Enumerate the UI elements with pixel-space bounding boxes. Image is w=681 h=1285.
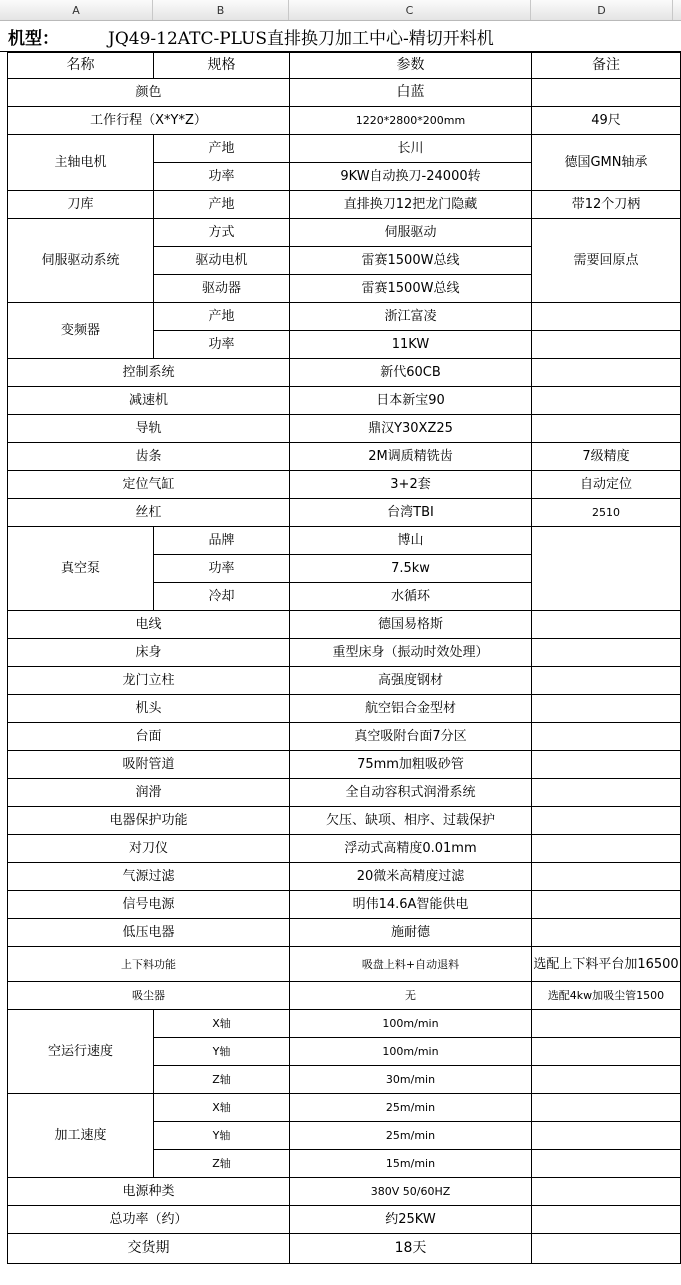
header-name: 名称 <box>8 53 154 79</box>
row-param: 吸盘上料+自动退料 <box>290 947 532 982</box>
row-param: 明伟14.6A智能供电 <box>290 891 532 919</box>
table-row <box>8 359 681 387</box>
row-spec: Z轴 <box>154 1066 290 1094</box>
table-row <box>8 303 681 331</box>
row-spec: 功率 <box>154 331 290 359</box>
row-spec: Y轴 <box>154 1038 290 1066</box>
column-header-c[interactable]: C <box>289 0 531 20</box>
row-param: 伺服驱动 <box>290 219 532 247</box>
row-param: 无 <box>290 982 532 1010</box>
table-row <box>8 387 681 415</box>
row-param: 施耐德 <box>290 919 532 947</box>
row-name: 电源种类 <box>8 1178 290 1206</box>
table-row <box>8 1234 681 1264</box>
row-name: 吸附管道 <box>8 751 290 779</box>
table-row <box>8 947 681 982</box>
row-note <box>532 1206 681 1234</box>
table-row <box>8 191 681 219</box>
row-spec: X轴 <box>154 1094 290 1122</box>
row-param: 雷赛1500W总线 <box>290 247 532 275</box>
row-name: 颜色 <box>8 79 290 107</box>
row-note <box>532 807 681 835</box>
row-param: 高强度钢材 <box>290 667 532 695</box>
row-param: 2M调质精铣齿 <box>290 443 532 471</box>
table-row <box>8 863 681 891</box>
table-row <box>8 527 681 555</box>
row-name: 上下料功能 <box>8 947 290 982</box>
table-row <box>8 891 681 919</box>
row-param: 20微米高精度过滤 <box>290 863 532 891</box>
row-name: 真空泵 <box>8 527 154 611</box>
row-note <box>532 891 681 919</box>
row-name: 气源过滤 <box>8 863 290 891</box>
row-spec: 产地 <box>154 191 290 219</box>
row-param: 浮动式高精度0.01mm <box>290 835 532 863</box>
row-param: 30m/min <box>290 1066 532 1094</box>
row-param: 7.5kw <box>290 555 532 583</box>
header-param: 参数 <box>290 53 532 79</box>
row-note <box>532 1066 681 1094</box>
row-spec: 驱动电机 <box>154 247 290 275</box>
row-param: 9KW自动换刀-24000转 <box>290 163 532 191</box>
row-name: 电器保护功能 <box>8 807 290 835</box>
column-header-b[interactable]: B <box>153 0 289 20</box>
row-param: 380V 50/60HZ <box>290 1178 532 1206</box>
row-note <box>532 863 681 891</box>
row-param: 25m/min <box>290 1122 532 1150</box>
row-name: 机头 <box>8 695 290 723</box>
row-param: 15m/min <box>290 1150 532 1178</box>
row-param: 100m/min <box>290 1038 532 1066</box>
model-value: JQ49-12ATC-PLUS直排换刀加工中心-精切开料机 <box>108 28 494 49</box>
row-note <box>532 667 681 695</box>
column-header-d[interactable]: D <box>531 0 673 20</box>
row-note <box>532 723 681 751</box>
row-name: 齿条 <box>8 443 290 471</box>
row-spec: Y轴 <box>154 1122 290 1150</box>
table-row <box>8 1010 681 1038</box>
row-param: 重型床身（振动时效处理） <box>290 639 532 667</box>
row-note <box>532 387 681 415</box>
row-note: 选配4kw加吸尘管1500 <box>532 982 681 1010</box>
row-note: 带12个刀柄 <box>532 191 681 219</box>
row-name: 控制系统 <box>8 359 290 387</box>
row-name: 变频器 <box>8 303 154 359</box>
table-row <box>8 1094 681 1122</box>
table-row <box>8 835 681 863</box>
row-spec: 冷却 <box>154 583 290 611</box>
row-name: 定位气缸 <box>8 471 290 499</box>
header-note: 备注 <box>532 53 681 79</box>
row-name: 台面 <box>8 723 290 751</box>
row-note: 7级精度 <box>532 443 681 471</box>
row-note: 2510 <box>532 499 681 527</box>
row-param: 水循环 <box>290 583 532 611</box>
model-label: 机型： <box>8 28 59 49</box>
row-param: 航空铝合金型材 <box>290 695 532 723</box>
table-row <box>8 135 681 163</box>
row-name: 主轴电机 <box>8 135 154 191</box>
row-name: 加工速度 <box>8 1094 154 1178</box>
table-row <box>8 751 681 779</box>
row-name: 丝杠 <box>8 499 290 527</box>
row-param: 11KW <box>290 331 532 359</box>
table-row <box>8 695 681 723</box>
row-name: 总功率（约） <box>8 1206 290 1234</box>
row-note <box>532 1038 681 1066</box>
column-header-bar <box>0 0 681 21</box>
row-param: 长川 <box>290 135 532 163</box>
row-param: 德国易格斯 <box>290 611 532 639</box>
row-name: 润滑 <box>8 779 290 807</box>
row-note <box>532 331 681 359</box>
row-spec: 产地 <box>154 303 290 331</box>
row-param: 欠压、缺项、相序、过载保护 <box>290 807 532 835</box>
table-row <box>8 415 681 443</box>
row-name: 导轨 <box>8 415 290 443</box>
row-note: 49尺 <box>532 107 681 135</box>
table-row <box>8 499 681 527</box>
table-row <box>8 723 681 751</box>
row-param: 全自动容积式润滑系统 <box>290 779 532 807</box>
row-note <box>532 751 681 779</box>
table-row <box>8 779 681 807</box>
row-param: 白蓝 <box>290 79 532 107</box>
table-row <box>8 639 681 667</box>
spec-table <box>7 52 681 1264</box>
row-param: 真空吸附台面7分区 <box>290 723 532 751</box>
row-name: 刀库 <box>8 191 154 219</box>
row-note: 选配上下料平台加16500 <box>532 947 681 982</box>
row-param: 25m/min <box>290 1094 532 1122</box>
row-note <box>532 1122 681 1150</box>
row-param: 浙江富凌 <box>290 303 532 331</box>
row-name: 对刀仪 <box>8 835 290 863</box>
row-param: 雷赛1500W总线 <box>290 275 532 303</box>
row-param: 博山 <box>290 527 532 555</box>
row-note <box>532 527 681 611</box>
table-row <box>8 1206 681 1234</box>
row-param: 75mm加粗吸砂管 <box>290 751 532 779</box>
row-note: 自动定位 <box>532 471 681 499</box>
column-header-a[interactable]: A <box>0 0 153 20</box>
row-note <box>532 79 681 107</box>
table-row <box>8 79 681 107</box>
row-name: 信号电源 <box>8 891 290 919</box>
row-note <box>532 779 681 807</box>
row-note <box>532 1094 681 1122</box>
row-param: 新代60CB <box>290 359 532 387</box>
row-param: 18天 <box>290 1234 532 1264</box>
row-name: 吸尘器 <box>8 982 290 1010</box>
row-name: 减速机 <box>8 387 290 415</box>
row-spec: 品牌 <box>154 527 290 555</box>
row-name: 工作行程（X*Y*Z） <box>8 107 290 135</box>
row-note <box>532 611 681 639</box>
row-note <box>532 1234 681 1264</box>
row-name: 伺服驱动系统 <box>8 219 154 303</box>
row-note <box>532 359 681 387</box>
row-name: 床身 <box>8 639 290 667</box>
row-spec: X轴 <box>154 1010 290 1038</box>
row-note <box>532 415 681 443</box>
table-row <box>8 107 681 135</box>
table-row <box>8 1178 681 1206</box>
row-spec: Z轴 <box>154 1150 290 1178</box>
table-row <box>8 807 681 835</box>
row-param: 约25KW <box>290 1206 532 1234</box>
row-note <box>532 1150 681 1178</box>
row-param: 台湾TBI <box>290 499 532 527</box>
table-row <box>8 443 681 471</box>
table-row <box>8 219 681 247</box>
row-spec: 功率 <box>154 555 290 583</box>
table-row <box>8 982 681 1010</box>
table-row <box>8 611 681 639</box>
row-note <box>532 639 681 667</box>
row-param: 直排换刀12把龙门隐藏 <box>290 191 532 219</box>
row-spec: 驱动器 <box>154 275 290 303</box>
row-note: 德国GMN轴承 <box>532 135 681 191</box>
table-row <box>8 919 681 947</box>
row-note <box>532 1010 681 1038</box>
row-name: 空运行速度 <box>8 1010 154 1094</box>
row-note: 需要回原点 <box>532 219 681 303</box>
row-note <box>532 695 681 723</box>
title-row <box>0 21 681 52</box>
table-row <box>8 471 681 499</box>
row-param: 3+2套 <box>290 471 532 499</box>
row-name: 龙门立柱 <box>8 667 290 695</box>
row-note <box>532 919 681 947</box>
header-spec: 规格 <box>154 53 290 79</box>
row-name: 电线 <box>8 611 290 639</box>
table-row <box>8 667 681 695</box>
row-param: 鼎汉Y30XZ25 <box>290 415 532 443</box>
row-note <box>532 303 681 331</box>
row-note <box>532 1178 681 1206</box>
row-name: 交货期 <box>8 1234 290 1264</box>
row-name: 低压电器 <box>8 919 290 947</box>
row-spec: 功率 <box>154 163 290 191</box>
row-param: 100m/min <box>290 1010 532 1038</box>
row-param: 日本新宝90 <box>290 387 532 415</box>
row-spec: 产地 <box>154 135 290 163</box>
table-header-row <box>8 53 681 79</box>
row-spec: 方式 <box>154 219 290 247</box>
row-note <box>532 835 681 863</box>
row-param: 1220*2800*200mm <box>290 107 532 135</box>
